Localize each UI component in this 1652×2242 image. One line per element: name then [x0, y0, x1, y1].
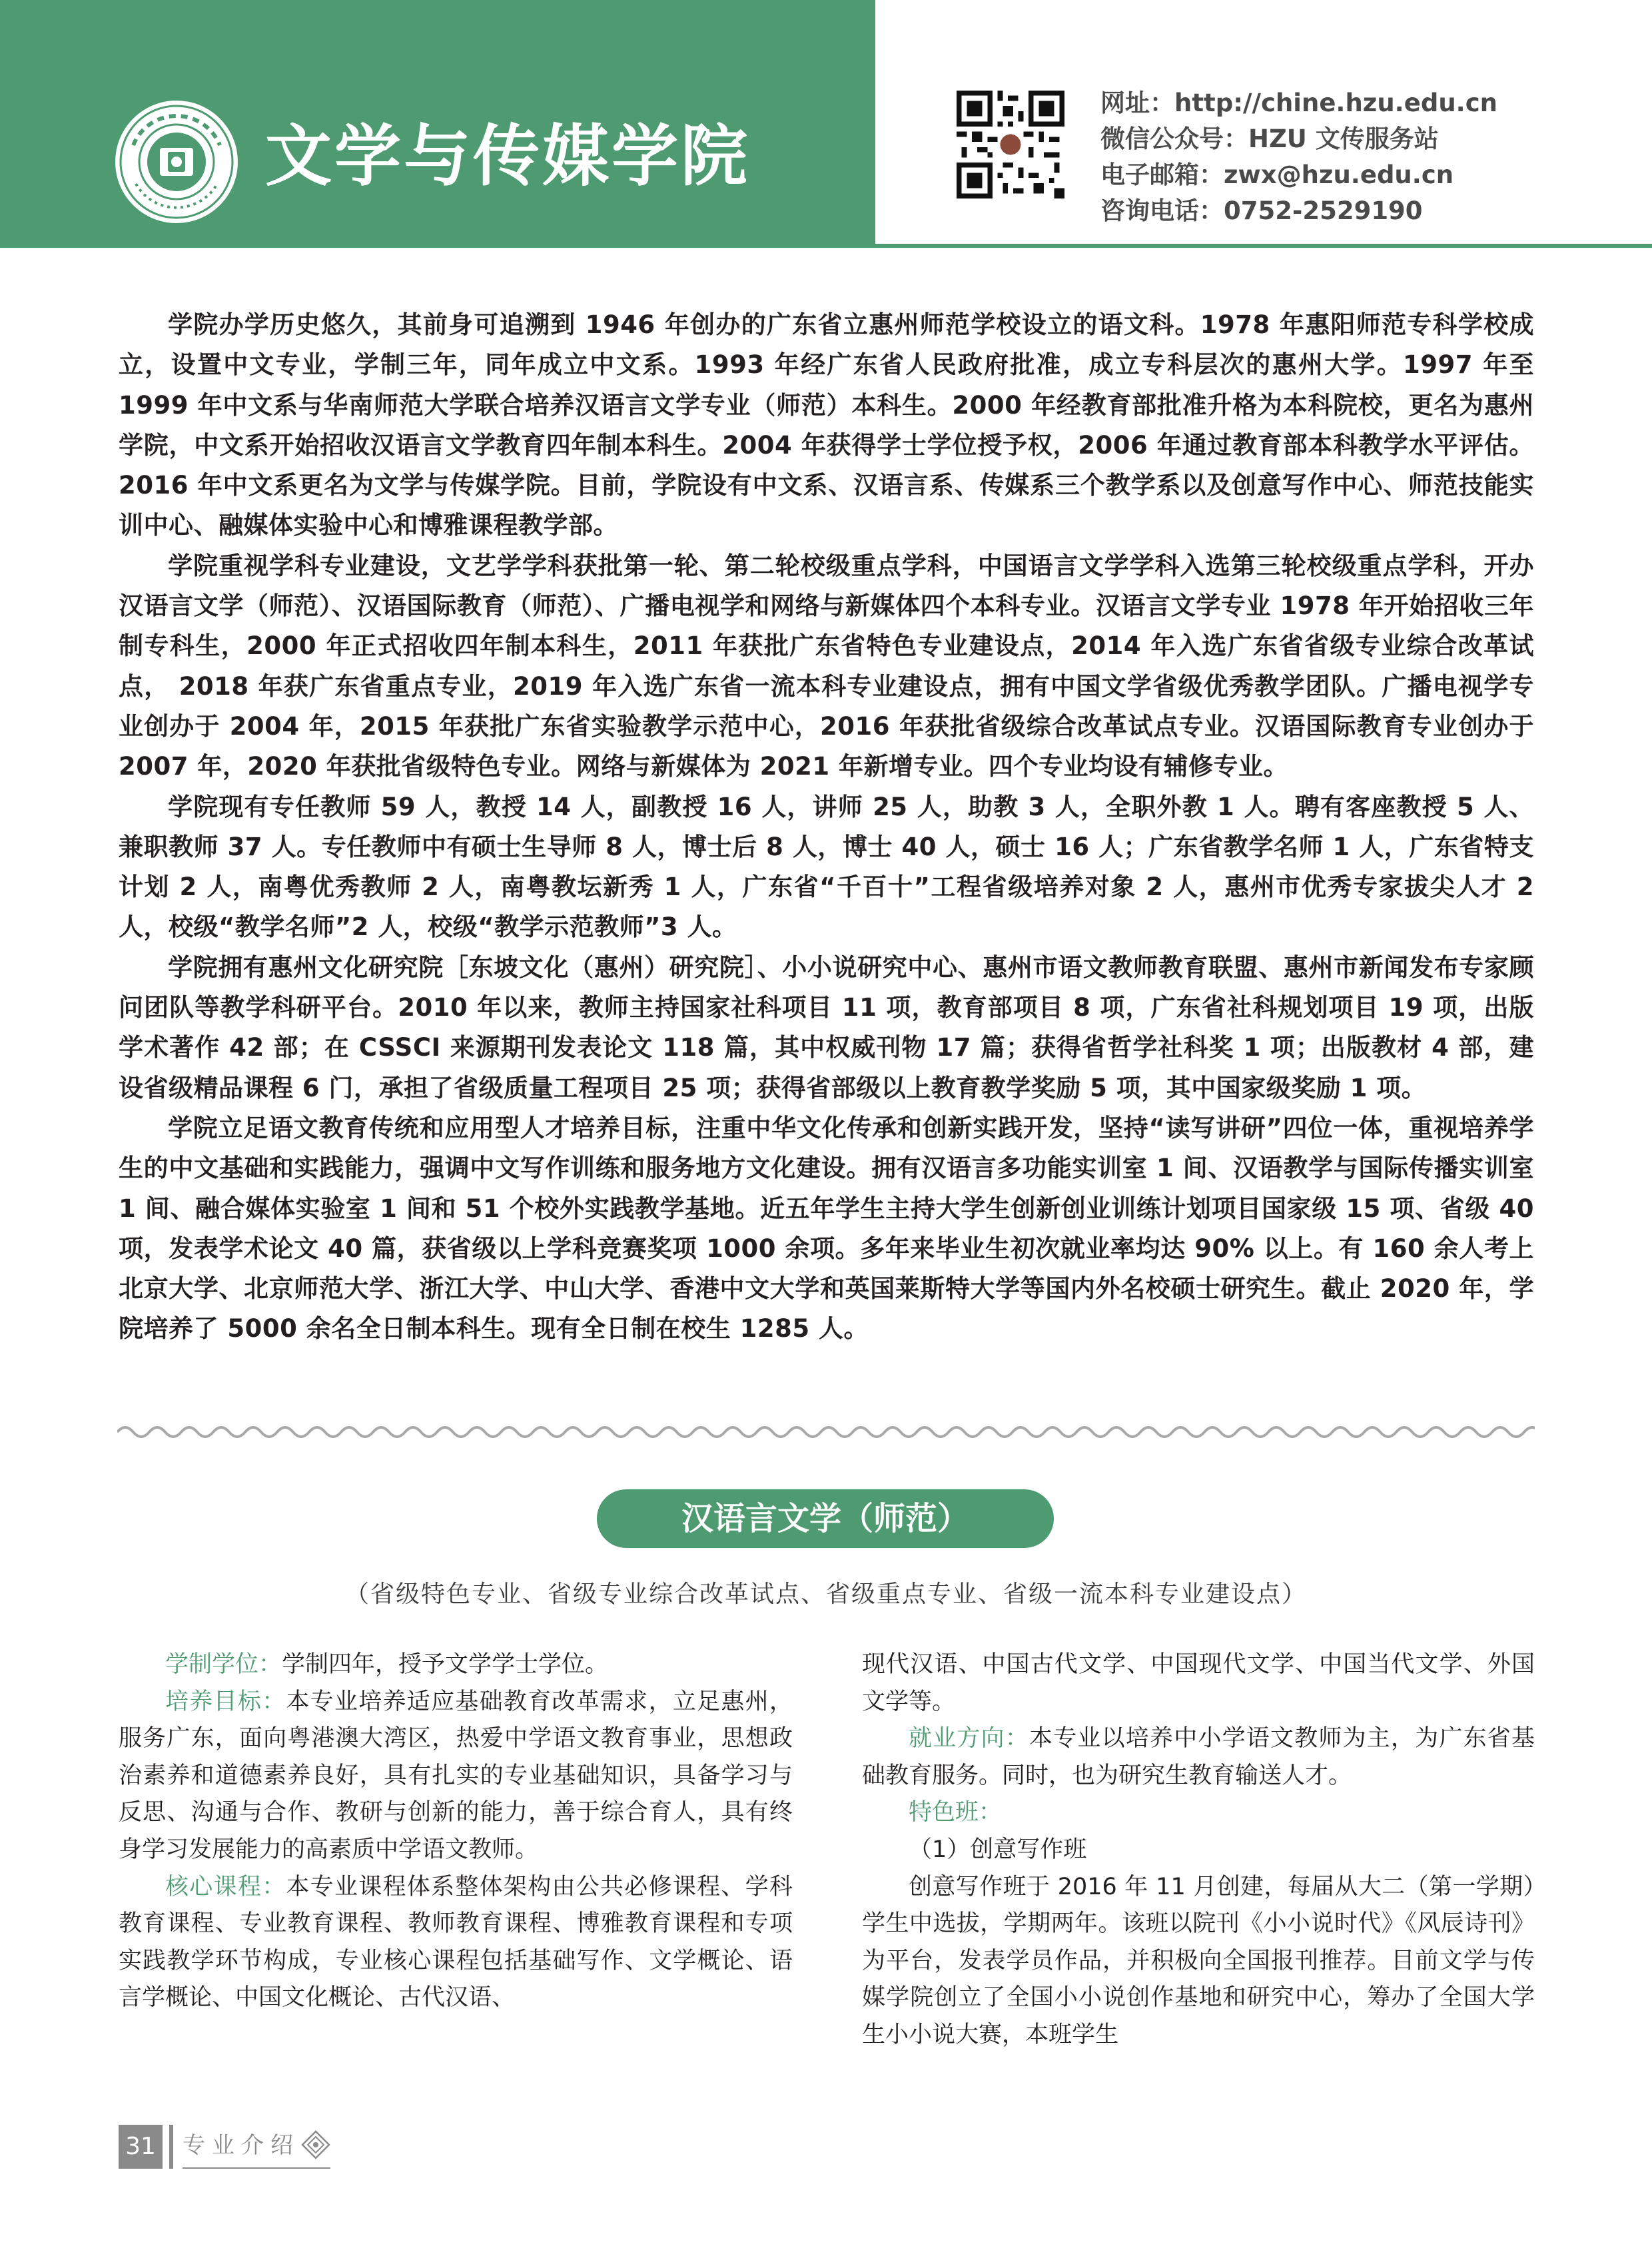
page-number: 31: [119, 2125, 163, 2169]
major-subtitle: （省级特色专业、省级专业综合改革试点、省级重点专业、省级一流本科专业建设点）: [344, 1581, 1307, 1608]
contact-info: [1100, 85, 1497, 229]
diamond-ornament-icon: [301, 2130, 330, 2159]
college-title: 文学与传媒学院: [265, 117, 750, 195]
special-class-heading: [862, 1794, 1535, 1832]
intro-paragraph: 学院重视学科专业建设，文艺学学科获批第一轮、第二轮校级重点学科，中国语言文学学科入选第三轮校级重点学科，开办汉语言文学（师范）、汉语国际教育（师范）、广播电视学和网络与新媒体四个本科专业。汉语言文学专业 1978 年开始招收三年制专科生，2000 年正式招收四年制本科生，2011 年获批广东省特色专业建设点，2014 年入选广东省省级专业综合改革试点， 2018 年获广东省重点专业，2019 年入选广东省一流本科专业建设点，拥有中国文学省级优秀教学团队。广播电视学专业创办于 2004 年，2015 年获批广东省实验教学示范中心，2016 年获批省级综合改革试点专业。汉语国际教育专业创办于 2007 年，2020 年获批省级特色专业。网络与新媒体为 2021 年新增专业。四个专业均设有辅修专业。: [119, 551, 1534, 781]
university-logo: [113, 99, 240, 225]
section-label: 学制学位：: [165, 1651, 282, 1678]
header-rule: [875, 244, 1652, 248]
footer-section-label: 专业介绍: [183, 2132, 300, 2159]
duration-degree: [119, 1647, 793, 1684]
phone-line: 咨询电话：0752-2529190: [1100, 196, 1423, 225]
special-class-item: （1）创意写作班: [909, 1836, 1087, 1863]
special-class-description: 创意写作班于 2016 年 11 月创建，每届从大二（第一学期）学生中选拔，学期两年。该班以院刊《小小说时代》《风辰诗刊》为平台，发表学员作品，并积极向全国报刊推荐。目前文学与传媒学院创立了全国小小说创作基地和研究中心，筹办了全国大学生小小说大赛，本班学生: [862, 1873, 1535, 2048]
email-line: 电子邮箱：zwx@hzu.edu.cn: [1100, 161, 1454, 189]
intro-paragraph: 学院拥有惠州文化研究院［东坡文化（惠州）研究院］、小小说研究中心、惠州市语文教师教育联盟、惠州市新闻发布专家顾问团队等教学科研平台。2010 年以来，教师主持国家社科项目 11 项，教育部项目 8 项，广东省社科规划项目 19 项，出版学术著作 42 部；在 CSSCI 来源期刊发表论文 118 篇，其中权威刊物 17 篇；获得省哲学社科奖 1 项；出版教材 4 部，建设省级精品课程 6 门，承担了省级质量工程项目 25 项；获得省部级以上教育教学奖励 5 项，其中国家级奖励 1 项。: [119, 952, 1534, 1102]
core-courses: [119, 1869, 793, 2017]
section-text: 本专业课程体系整体架构由公共必修课程、学科教育课程、专业教育课程、教师教育课程、博雅教育课程和专项实践教学环节构成，专业核心课程包括基础写作、文学概论、语言学概论、中国文化概论、古代汉语、: [119, 1873, 793, 2012]
section-text: 学制四年，授予文学学士学位。: [282, 1651, 609, 1678]
footer-bar: [169, 2125, 173, 2169]
footer-underline: [183, 2167, 330, 2169]
wavy-divider: [117, 1420, 1535, 1444]
training-objective: [119, 1684, 793, 1869]
section-text: 本专业以培养中小学语文教师为主，为广东省基础教育服务。同时，也为研究生教育输送人才。: [862, 1725, 1535, 1789]
left-column: [119, 1647, 793, 2017]
wechat-line: 微信公众号：HZU 文传服务站: [1100, 125, 1439, 153]
employment-direction: [862, 1720, 1535, 1794]
right-column: [862, 1647, 1535, 2054]
intro-paragraph: 学院立足语文教育传统和应用型人才培养目标，注重中华文化传承和创新实践开发，坚持“读写讲研”四位一体，重视培养学生的中文基础和实践能力，强调中文写作训练和服务地方文化建设。拥有汉语言多功能实训室 1 间、汉语教学与国际传播实训室 1 间、融合媒体实验室 1 间和 51 个校外实践教学基地。近五年学生主持大学生创新创业训练计划项目国家级 15 项、省级 40 项，发表学术论文 40 篇，获省级以上学科竞赛奖项 1000 余项。多年来毕业生初次就业率均达 90% 以上。有 160 余人考上北京大学、北京师范大学、浙江大学、中山大学、香港中文大学和英国莱斯特大学等国内外名校硕士研究生。截止 2020 年，学院培养了 5000 余名全日制本科生。现有全日制在校生 1285 人。: [119, 1113, 1534, 1343]
qr-code: [957, 91, 1064, 198]
section-label: 核心课程：: [165, 1873, 286, 1900]
section-label: 就业方向：: [909, 1725, 1029, 1752]
intro-paragraph: 学院办学历史悠久，其前身可追溯到 1946 年创办的广东省立惠州师范学校设立的语文科。1978 年惠阳师范专科学校成立，设置中文专业，学制三年，同年成立中文系。1993 年经广东省人民政府批准，成立专科层次的惠州大学。1997 年至 1999 年中文系与华南师范大学联合培养汉语言文学专业（师范）本科生。2000 年经教育部批准升格为本科院校，更名为惠州学院，中文系开始招收汉语言文学教育四年制本科生。2004 年获得学士学位授予权，2006 年通过教育部本科教学水平评估。2016 年中文系更名为文学与传媒学院。目前，学院设有中文系、汉语言系、传媒系三个教学系以及创意写作中心、师范技能实训中心、融媒体实验中心和博雅课程教学部。: [119, 310, 1534, 540]
section-text: 本专业培养适应基础教育改革需求，立足惠州，服务广东，面向粤港澳大湾区，热爱中学语文教育事业，思想政治素养和道德素养良好，具有扎实的专业基础知识，具备学习与反思、沟通与合作、教研与创新的能力，善于综合育人，具有终身学习发展能力的高素质中学语文教师。: [119, 1688, 793, 1863]
section-label: 培养目标：: [165, 1688, 286, 1715]
core-courses-continued: 现代汉语、中国古代文学、中国现代文学、中国当代文学、外国文学等。: [862, 1651, 1535, 1715]
section-label: 特色班：: [909, 1799, 1003, 1826]
website-line: 网址：http://chine.hzu.edu.cn: [1100, 89, 1497, 117]
college-introduction: [119, 305, 1534, 1349]
major-title: 汉语言文学（师范）: [597, 1489, 1054, 1548]
intro-paragraph: 学院现有专任教师 59 人，教授 14 人，副教授 16 人，讲师 25 人，助教 3 人，全职外教 1 人。聘有客座教授 5 人、兼职教师 37 人。专任教师中有硕士生导师 8 人，博士后 8 人，博士 40 人，硕士 16 人；广东省教学名师 1 人，广东省特支计划 2 人，南粤优秀教师 2 人，南粤教坛新秀 1 人，广东省“千百十”工程省级培养对象 2 人，惠州市优秀专家拔尖人才 2 人，校级“教学名师”2 人，校级“教学示范教师”3 人。: [119, 792, 1534, 942]
